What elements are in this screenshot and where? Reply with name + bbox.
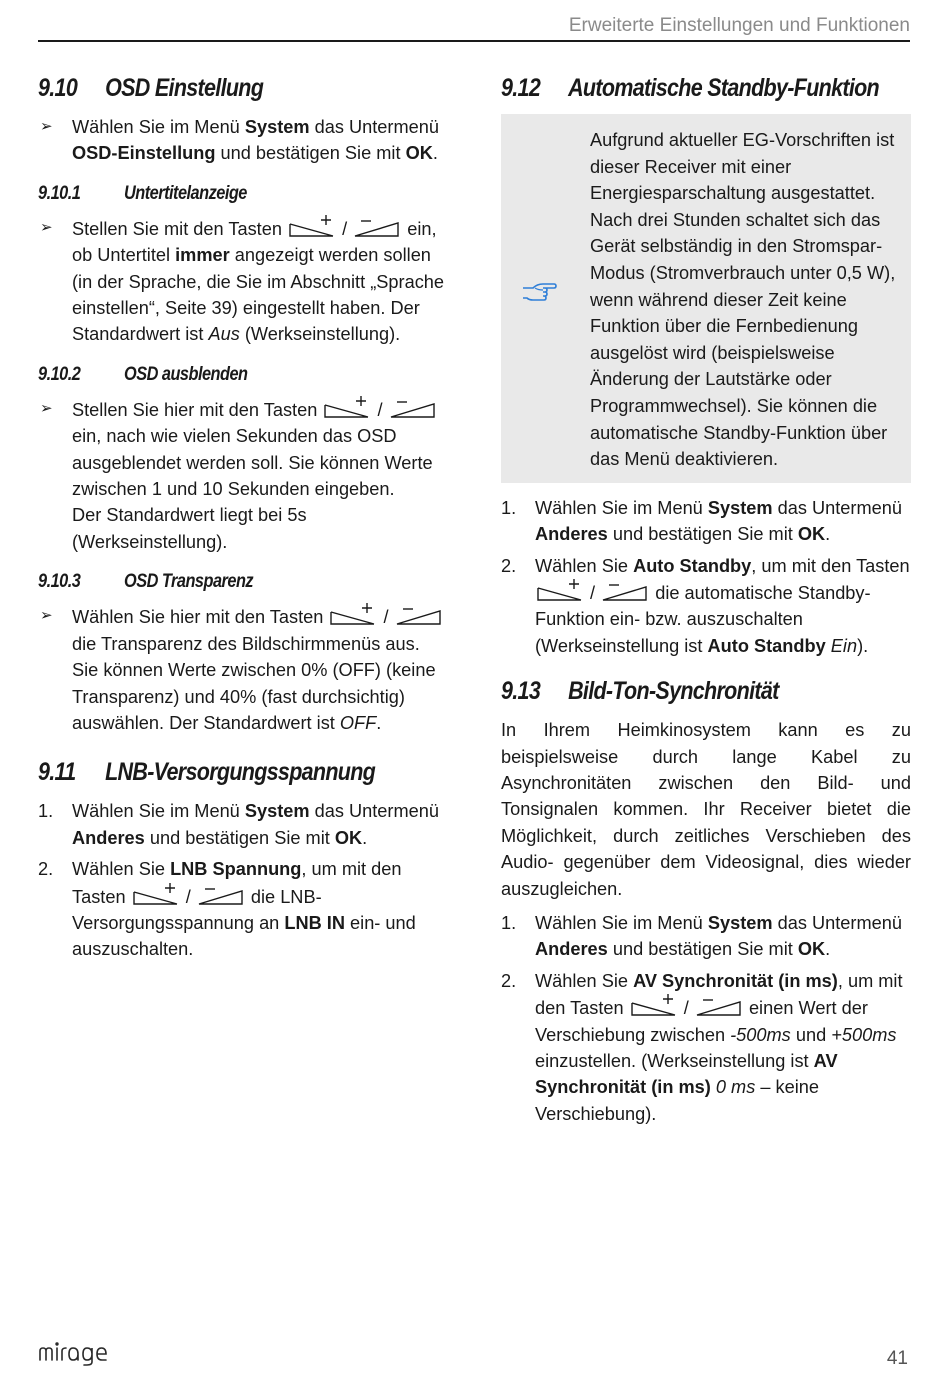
volume-up-key-icon bbox=[537, 579, 583, 601]
section-number: 9.10.2 bbox=[38, 363, 81, 385]
section-title: Automatische Standby-Funktion bbox=[568, 74, 879, 102]
pointing-hand-icon bbox=[521, 280, 557, 306]
note-text: Aufgrund aktueller EG-Vorschriften ist dieser Receiver mit einer Energiesparschaltung ausgestattet. Nach drei Stunden schaltet sich das Gerät selbständig in den Stromspar-Modus (Stromverbrauch unter 0,5 W), wenn während dieser Zeit keine Funktion über die Fernbedienung ausgelöst wird (beispielsweise Änderung der Lautstärke oder Programmwechsel). Sie können die automatische Standby-Funktion über das Menü deaktivieren. bbox=[590, 130, 896, 470]
header-title: Erweiterte Einstellungen und Funktionen bbox=[568, 15, 910, 36]
step-number: 2. bbox=[501, 555, 517, 576]
volume-up-key-icon bbox=[289, 215, 335, 237]
section-number: 9.10 bbox=[38, 74, 78, 102]
arrowhead-bullet-icon: ➢ bbox=[40, 118, 53, 135]
note-box bbox=[501, 114, 911, 483]
section-9-11-heading bbox=[38, 754, 391, 790]
volume-down-key-icon bbox=[696, 994, 742, 1016]
list-item: 2. Wählen Sie Auto Standby, um mit den Tasten / die automatische Standby-Funktion ein- bzw. auszuschalten (Werkseinstellung ist Auto Standby Ein). bbox=[501, 553, 911, 660]
list-item: 2. Wählen Sie AV Synchronität (in ms), um mit den Tasten / einen Wert der Verschiebung zwischen -500ms und +500ms einzustellen. (Werkseinstellung ist AV Synchronität (in ms) 0 ms – keine Verschiebung). bbox=[501, 968, 911, 1127]
list-item: ➢ Stellen Sie mit den Tasten / ein, ob Untertitel immer angezeigt werden sollen (in der Sprache, die Sie im Abschnitt „Sprache einstellen“, Seite 39) eingestellt haben. Der Standardwert ist Aus (Werkseinstellung). bbox=[38, 215, 448, 348]
section-title: OSD ausblenden bbox=[124, 363, 248, 385]
section-title: Bild-Ton-Synchronität bbox=[568, 677, 779, 706]
volume-down-key-icon bbox=[198, 883, 244, 905]
step-number: 1. bbox=[501, 497, 517, 518]
volume-up-key-icon bbox=[133, 883, 179, 905]
section-number: 9.10.1 bbox=[38, 182, 81, 204]
page-header bbox=[38, 12, 910, 42]
arrowhead-bullet-icon: ➢ bbox=[40, 399, 53, 417]
section-9-12-heading bbox=[501, 70, 879, 106]
section-number: 9.11 bbox=[38, 758, 76, 787]
volume-down-key-icon bbox=[354, 215, 400, 237]
section-number: 9.13 bbox=[501, 677, 541, 706]
step-number: 2. bbox=[38, 859, 54, 880]
volume-up-key-icon bbox=[330, 603, 376, 625]
list-item: ➢ Wählen Sie im Menü System das Untermenü OSD-Einstellung und bestätigen Sie mit OK. bbox=[38, 114, 448, 167]
list-item: 2. Wählen Sie LNB Spannung, um mit den Tasten / die LNB-Versorgungsspannung an LNB IN ein- und auszuschalten. bbox=[38, 856, 448, 963]
list-item: ➢ Wählen Sie hier mit den Tasten / die Transparenz des Bildschirmmenüs aus. Sie können Werte zwischen 0% (OFF) (keine Transparenz) und 40% (fast durchsichtig) auswählen. Der Standardwert ist OFF. bbox=[38, 603, 448, 736]
section-9-10-3-heading bbox=[38, 567, 391, 597]
section-number: 9.12 bbox=[501, 74, 541, 102]
right-column bbox=[501, 70, 911, 1127]
section-title: LNB-Versorgungsspannung bbox=[105, 758, 376, 787]
list-item: ➢ Stellen Sie hier mit den Tasten / ein, nach wie vielen Sekunden das OSD ausgeblendet werden soll. Sie können Werte zwischen 1 und 10 Sekunden eingeben. Der Standardwert liegt bei 5s (Werkseinstellung). bbox=[38, 396, 448, 555]
volume-up-key-icon bbox=[324, 396, 370, 418]
section-9-10-heading bbox=[38, 70, 391, 106]
section-9-10-2-heading bbox=[38, 360, 391, 390]
step-number: 1. bbox=[501, 913, 517, 933]
page-number: 41 bbox=[886, 1348, 908, 1369]
section-9-10-1-heading bbox=[38, 179, 391, 209]
paragraph: In Ihrem Heimkinosystem kann es zu beispielsweise durch lange Kabel zu Asynchronitäten zwischen den Bild- und Tonsignalen kommen. Ihr Receiver bietet die Möglichkeit, durch zeitliches Verschieben des Audio- gegenüber dem Videosignal, dies wieder auszugleichen. bbox=[501, 720, 911, 899]
volume-down-key-icon bbox=[396, 603, 442, 625]
arrowhead-bullet-icon: ➢ bbox=[40, 218, 53, 236]
step-number: 1. bbox=[38, 801, 54, 822]
list-item: 1. Wählen Sie im Menü System das Untermenü Anderes und bestätigen Sie mit OK. bbox=[38, 798, 448, 851]
arrowhead-bullet-icon: ➢ bbox=[40, 607, 53, 625]
section-9-13-heading bbox=[501, 673, 854, 709]
list-item: 1. Wählen Sie im Menü System das Untermenü Anderes und bestätigen Sie mit OK. bbox=[501, 910, 911, 963]
step-number: 2. bbox=[501, 970, 517, 991]
section-number: 9.10.3 bbox=[38, 571, 81, 593]
volume-up-key-icon bbox=[631, 994, 677, 1016]
volume-down-key-icon bbox=[390, 396, 436, 418]
left-column bbox=[38, 70, 448, 963]
list-item: 1. Wählen Sie im Menü System das Untermenü Anderes und bestätigen Sie mit OK. bbox=[501, 495, 911, 548]
volume-down-key-icon bbox=[602, 579, 648, 601]
section-title: OSD Einstellung bbox=[105, 74, 264, 102]
mirage-logo bbox=[38, 1340, 122, 1371]
section-title: OSD Transparenz bbox=[124, 571, 254, 593]
section-title: Untertitelanzeige bbox=[124, 182, 247, 204]
